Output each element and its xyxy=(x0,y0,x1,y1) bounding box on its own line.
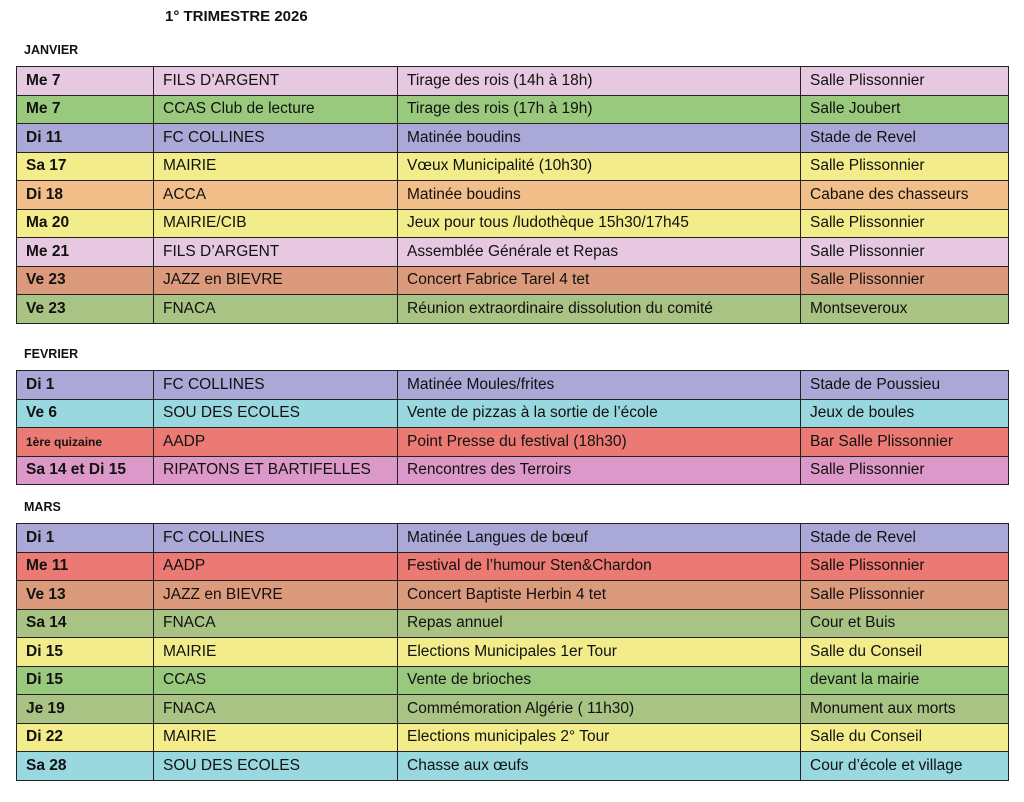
event-organizer-cell: MAIRIE xyxy=(154,723,398,752)
event-row xyxy=(17,752,1009,781)
event-location-cell: Stade de Poussieu xyxy=(801,371,1009,400)
event-date-cell: Me 7 xyxy=(17,95,154,124)
event-row xyxy=(17,723,1009,752)
event-location-cell: Salle Plissonnier xyxy=(801,209,1009,238)
event-date-cell: Ve 23 xyxy=(17,295,154,324)
event-organizer-cell: MAIRIE/CIB xyxy=(154,209,398,238)
event-row xyxy=(17,428,1009,457)
event-location-cell: Salle du Conseil xyxy=(801,638,1009,667)
event-title-cell: Elections municipales 2° Tour xyxy=(398,723,801,752)
event-row xyxy=(17,552,1009,581)
event-location-cell: Salle Plissonnier xyxy=(801,67,1009,96)
event-organizer-cell: ACCA xyxy=(154,181,398,210)
event-row xyxy=(17,581,1009,610)
event-date-cell: Ma 20 xyxy=(17,209,154,238)
month-heading-mars: MARS xyxy=(24,500,61,514)
event-date-cell: Sa 14 et Di 15 xyxy=(17,456,154,485)
event-date-cell: Di 18 xyxy=(17,181,154,210)
event-organizer-cell: JAZZ en BIEVRE xyxy=(154,266,398,295)
month-heading-fevrier: FEVRIER xyxy=(24,347,79,361)
event-date-cell: 1ère quizaine xyxy=(17,428,154,457)
event-title-cell: Tirage des rois (14h à 18h) xyxy=(398,67,801,96)
event-location-cell: Salle Joubert xyxy=(801,95,1009,124)
event-title-cell: Assemblée Générale et Repas xyxy=(398,238,801,267)
event-row xyxy=(17,238,1009,267)
event-row xyxy=(17,371,1009,400)
event-organizer-cell: FILS D’ARGENT xyxy=(154,67,398,96)
event-title-cell: Jeux pour tous /ludothèque 15h30/17h45 xyxy=(398,209,801,238)
event-location-cell: Bar Salle Plissonnier xyxy=(801,428,1009,457)
event-title-cell: Matinée boudins xyxy=(398,124,801,153)
event-title-cell: Matinée Moules/frites xyxy=(398,371,801,400)
event-row xyxy=(17,399,1009,428)
event-row xyxy=(17,295,1009,324)
event-organizer-cell: CCAS Club de lecture xyxy=(154,95,398,124)
event-title-cell: Chasse aux œufs xyxy=(398,752,801,781)
event-row xyxy=(17,609,1009,638)
event-organizer-cell: AADP xyxy=(154,428,398,457)
event-title-cell: Concert Baptiste Herbin 4 tet xyxy=(398,581,801,610)
event-date-cell: Ve 6 xyxy=(17,399,154,428)
event-date-cell: Sa 17 xyxy=(17,152,154,181)
event-location-cell: Cour et Buis xyxy=(801,609,1009,638)
event-location-cell: devant la mairie xyxy=(801,666,1009,695)
event-organizer-cell: JAZZ en BIEVRE xyxy=(154,581,398,610)
event-location-cell: Stade de Revel xyxy=(801,124,1009,153)
event-location-cell: Salle Plissonnier xyxy=(801,152,1009,181)
event-location-cell: Jeux de boules xyxy=(801,399,1009,428)
event-row xyxy=(17,456,1009,485)
event-row xyxy=(17,95,1009,124)
event-date-cell: Sa 28 xyxy=(17,752,154,781)
event-location-cell: Cour d’école et village xyxy=(801,752,1009,781)
event-row xyxy=(17,67,1009,96)
event-title-cell: Tirage des rois (17h à 19h) xyxy=(398,95,801,124)
event-location-cell: Salle Plissonnier xyxy=(801,456,1009,485)
events-table-fevrier xyxy=(16,370,1009,485)
event-row xyxy=(17,666,1009,695)
event-title-cell: Vente de brioches xyxy=(398,666,801,695)
event-date-cell: Sa 14 xyxy=(17,609,154,638)
event-location-cell: Stade de Revel xyxy=(801,524,1009,553)
event-row xyxy=(17,638,1009,667)
event-title-cell: Matinée Langues de bœuf xyxy=(398,524,801,553)
month-heading-janvier: JANVIER xyxy=(24,43,79,57)
event-organizer-cell: FC COLLINES xyxy=(154,124,398,153)
event-title-cell: Commémoration Algérie ( 11h30) xyxy=(398,695,801,724)
event-title-cell: Repas annuel xyxy=(398,609,801,638)
event-location-cell: Monument aux morts xyxy=(801,695,1009,724)
event-organizer-cell: RIPATONS ET BARTIFELLES xyxy=(154,456,398,485)
event-title-cell: Concert Fabrice Tarel 4 tet xyxy=(398,266,801,295)
event-date-cell: Ve 23 xyxy=(17,266,154,295)
event-location-cell: Salle Plissonnier xyxy=(801,238,1009,267)
event-row xyxy=(17,695,1009,724)
event-organizer-cell: SOU DES ECOLES xyxy=(154,752,398,781)
event-date-cell: Di 22 xyxy=(17,723,154,752)
event-row xyxy=(17,524,1009,553)
event-title-cell: Elections Municipales 1er Tour xyxy=(398,638,801,667)
page-title: 1° TRIMESTRE 2026 xyxy=(165,8,308,25)
events-table-mars xyxy=(16,523,1009,781)
event-location-cell: Salle Plissonnier xyxy=(801,581,1009,610)
event-title-cell: Vœux Municipalité (10h30) xyxy=(398,152,801,181)
event-organizer-cell: FC COLLINES xyxy=(154,371,398,400)
event-title-cell: Point Presse du festival (18h30) xyxy=(398,428,801,457)
event-organizer-cell: FNACA xyxy=(154,295,398,324)
events-table-janvier xyxy=(16,66,1009,324)
event-date-cell: Di 1 xyxy=(17,524,154,553)
event-title-cell: Vente de pizzas à la sortie de l’école xyxy=(398,399,801,428)
event-date-cell: Di 11 xyxy=(17,124,154,153)
event-date-cell: Me 11 xyxy=(17,552,154,581)
event-date-cell: Di 15 xyxy=(17,666,154,695)
event-row xyxy=(17,266,1009,295)
event-location-cell: Salle Plissonnier xyxy=(801,552,1009,581)
event-organizer-cell: FILS D’ARGENT xyxy=(154,238,398,267)
event-title-cell: Matinée boudins xyxy=(398,181,801,210)
event-title-cell: Réunion extraordinaire dissolution du comité xyxy=(398,295,801,324)
event-date-cell: Di 1 xyxy=(17,371,154,400)
event-date-cell: Di 15 xyxy=(17,638,154,667)
event-organizer-cell: FC COLLINES xyxy=(154,524,398,553)
event-date-cell: Ve 13 xyxy=(17,581,154,610)
event-date-cell: Me 7 xyxy=(17,67,154,96)
event-row xyxy=(17,209,1009,238)
event-row xyxy=(17,181,1009,210)
event-organizer-cell: FNACA xyxy=(154,609,398,638)
event-location-cell: Cabane des chasseurs xyxy=(801,181,1009,210)
event-organizer-cell: CCAS xyxy=(154,666,398,695)
event-date-cell: Me 21 xyxy=(17,238,154,267)
event-location-cell: Montseveroux xyxy=(801,295,1009,324)
event-row xyxy=(17,152,1009,181)
event-organizer-cell: AADP xyxy=(154,552,398,581)
event-organizer-cell: MAIRIE xyxy=(154,638,398,667)
event-organizer-cell: MAIRIE xyxy=(154,152,398,181)
event-title-cell: Rencontres des Terroirs xyxy=(398,456,801,485)
event-row xyxy=(17,124,1009,153)
event-organizer-cell: SOU DES ECOLES xyxy=(154,399,398,428)
event-date-cell: Je 19 xyxy=(17,695,154,724)
event-location-cell: Salle du Conseil xyxy=(801,723,1009,752)
event-location-cell: Salle Plissonnier xyxy=(801,266,1009,295)
event-title-cell: Festival de l’humour Sten&Chardon xyxy=(398,552,801,581)
event-organizer-cell: FNACA xyxy=(154,695,398,724)
